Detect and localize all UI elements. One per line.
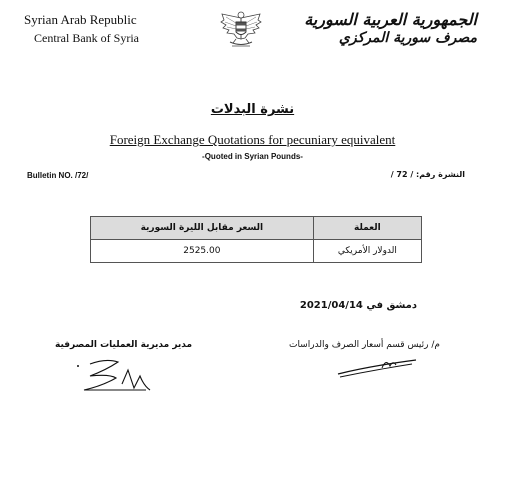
currency-cell: الدولار الأمريكي: [313, 240, 421, 263]
header-english-country: Syrian Arab Republic: [24, 12, 137, 27]
bulletin-number-arabic: النشرة رقم: / 72 /: [390, 170, 465, 179]
header-arabic-country: الجمهورية العربية السورية: [304, 10, 477, 29]
title-arabic: نشرة البدلات: [210, 102, 295, 117]
title-english: Foreign Exchange Quotations for pecuniary equivalent: [109, 132, 396, 147]
handwritten-signature-left: [76, 356, 166, 396]
rate-cell: 2525.00: [91, 240, 314, 263]
signature-title-exchange-head: [289, 340, 440, 350]
currency-column-header: العملة: [313, 217, 421, 240]
header-arabic-bank: مصرف سورية المركزي: [338, 30, 477, 46]
signature-prefix: م/: [431, 340, 440, 350]
eagle-emblem-icon: [218, 8, 264, 52]
subtitle: -Quoted in Syrian Pounds-: [202, 152, 303, 161]
signature-title-text: رئيس قسم أسعار الصرف والدراسات: [288, 340, 429, 350]
table-header-row: [91, 217, 422, 240]
handwritten-signature-right: [330, 352, 420, 382]
rate-column-header: السعر مقابل الليرة السورية: [91, 217, 314, 240]
date-line: دمشق في 2021/04/14: [299, 300, 417, 311]
signature-title-operations-director: مدير مديرية العمليات المصرفية: [55, 340, 193, 350]
header-english-bank: Central Bank of Syria: [34, 31, 139, 45]
bulletin-number-english: Bulletin NO. /72/: [27, 171, 89, 180]
rates-table: [90, 216, 422, 263]
table-row: [91, 240, 422, 263]
